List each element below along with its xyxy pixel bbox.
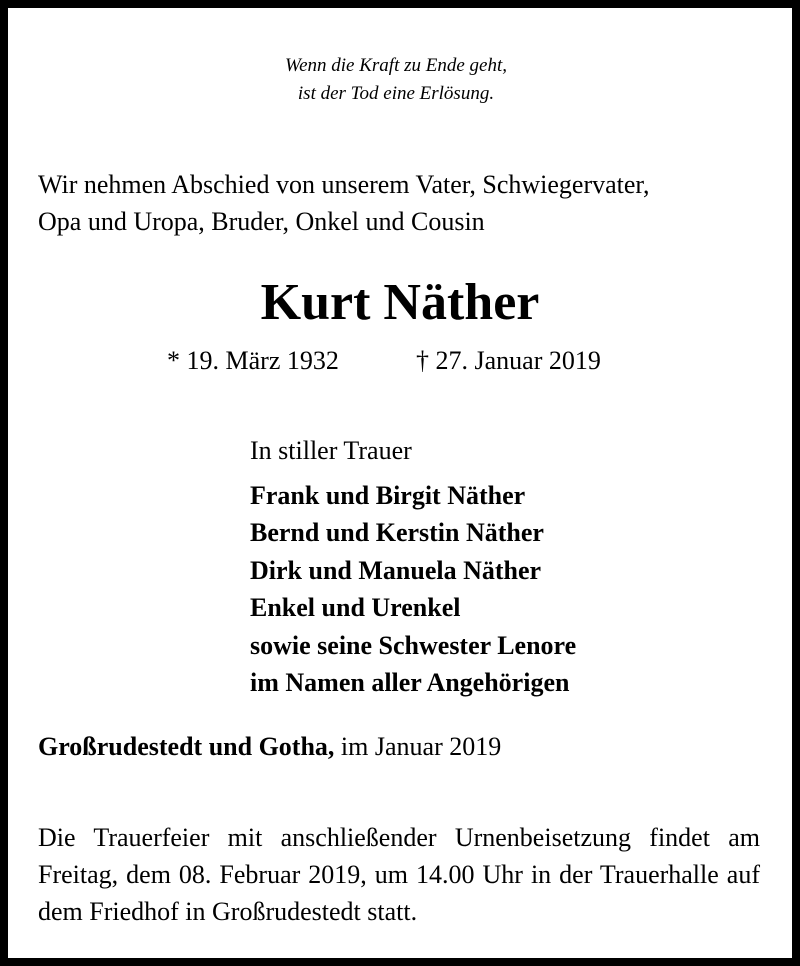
mourners-block [250,432,576,702]
funeral-notice: Die Trauerfeier mit anschließender Urnenbeisetzung findet am Freitag, dem 08. Februar 2019, um 14.00 Uhr in der Trauerhalle auf dem Friedhof in Großrudestedt statt. [38,823,760,926]
mourner-name: Bernd und Kerstin Näther [250,518,544,547]
birth-date: * 19. März 1932 [167,346,339,375]
intro-line: Opa und Uropa, Bruder, Onkel und Cousin [38,207,485,236]
motto-line: ist der Tod eine Erlösung. [297,83,495,104]
mourner-name: im Namen aller Angehörigen [250,668,570,697]
mourner-name: Frank und Birgit Näther [250,480,526,510]
mourning-label: In stiller Trauer [250,436,412,465]
mourner-name: Dirk und Manuela Näther [250,555,542,585]
place-location: Großrudestedt und Gotha, [38,732,335,761]
deceased-name: Kurt Näther [260,274,540,331]
life-dates [8,342,792,380]
mourner-name: Enkel und Urenkel [250,593,461,622]
motto-line: Wenn die Kraft zu Ende geht, [285,55,507,76]
intro-line: Wir nehmen Abschied von unserem Vater, Schwiegervater, [38,170,650,199]
intro-text [38,166,778,240]
place-and-date [38,728,501,765]
death-date: † 27. Januar 2019 [416,346,601,375]
mourner-name: sowie seine Schwester Lenore [250,630,577,660]
place-date: im Januar 2019 [334,732,502,761]
motto-quote [8,52,792,108]
